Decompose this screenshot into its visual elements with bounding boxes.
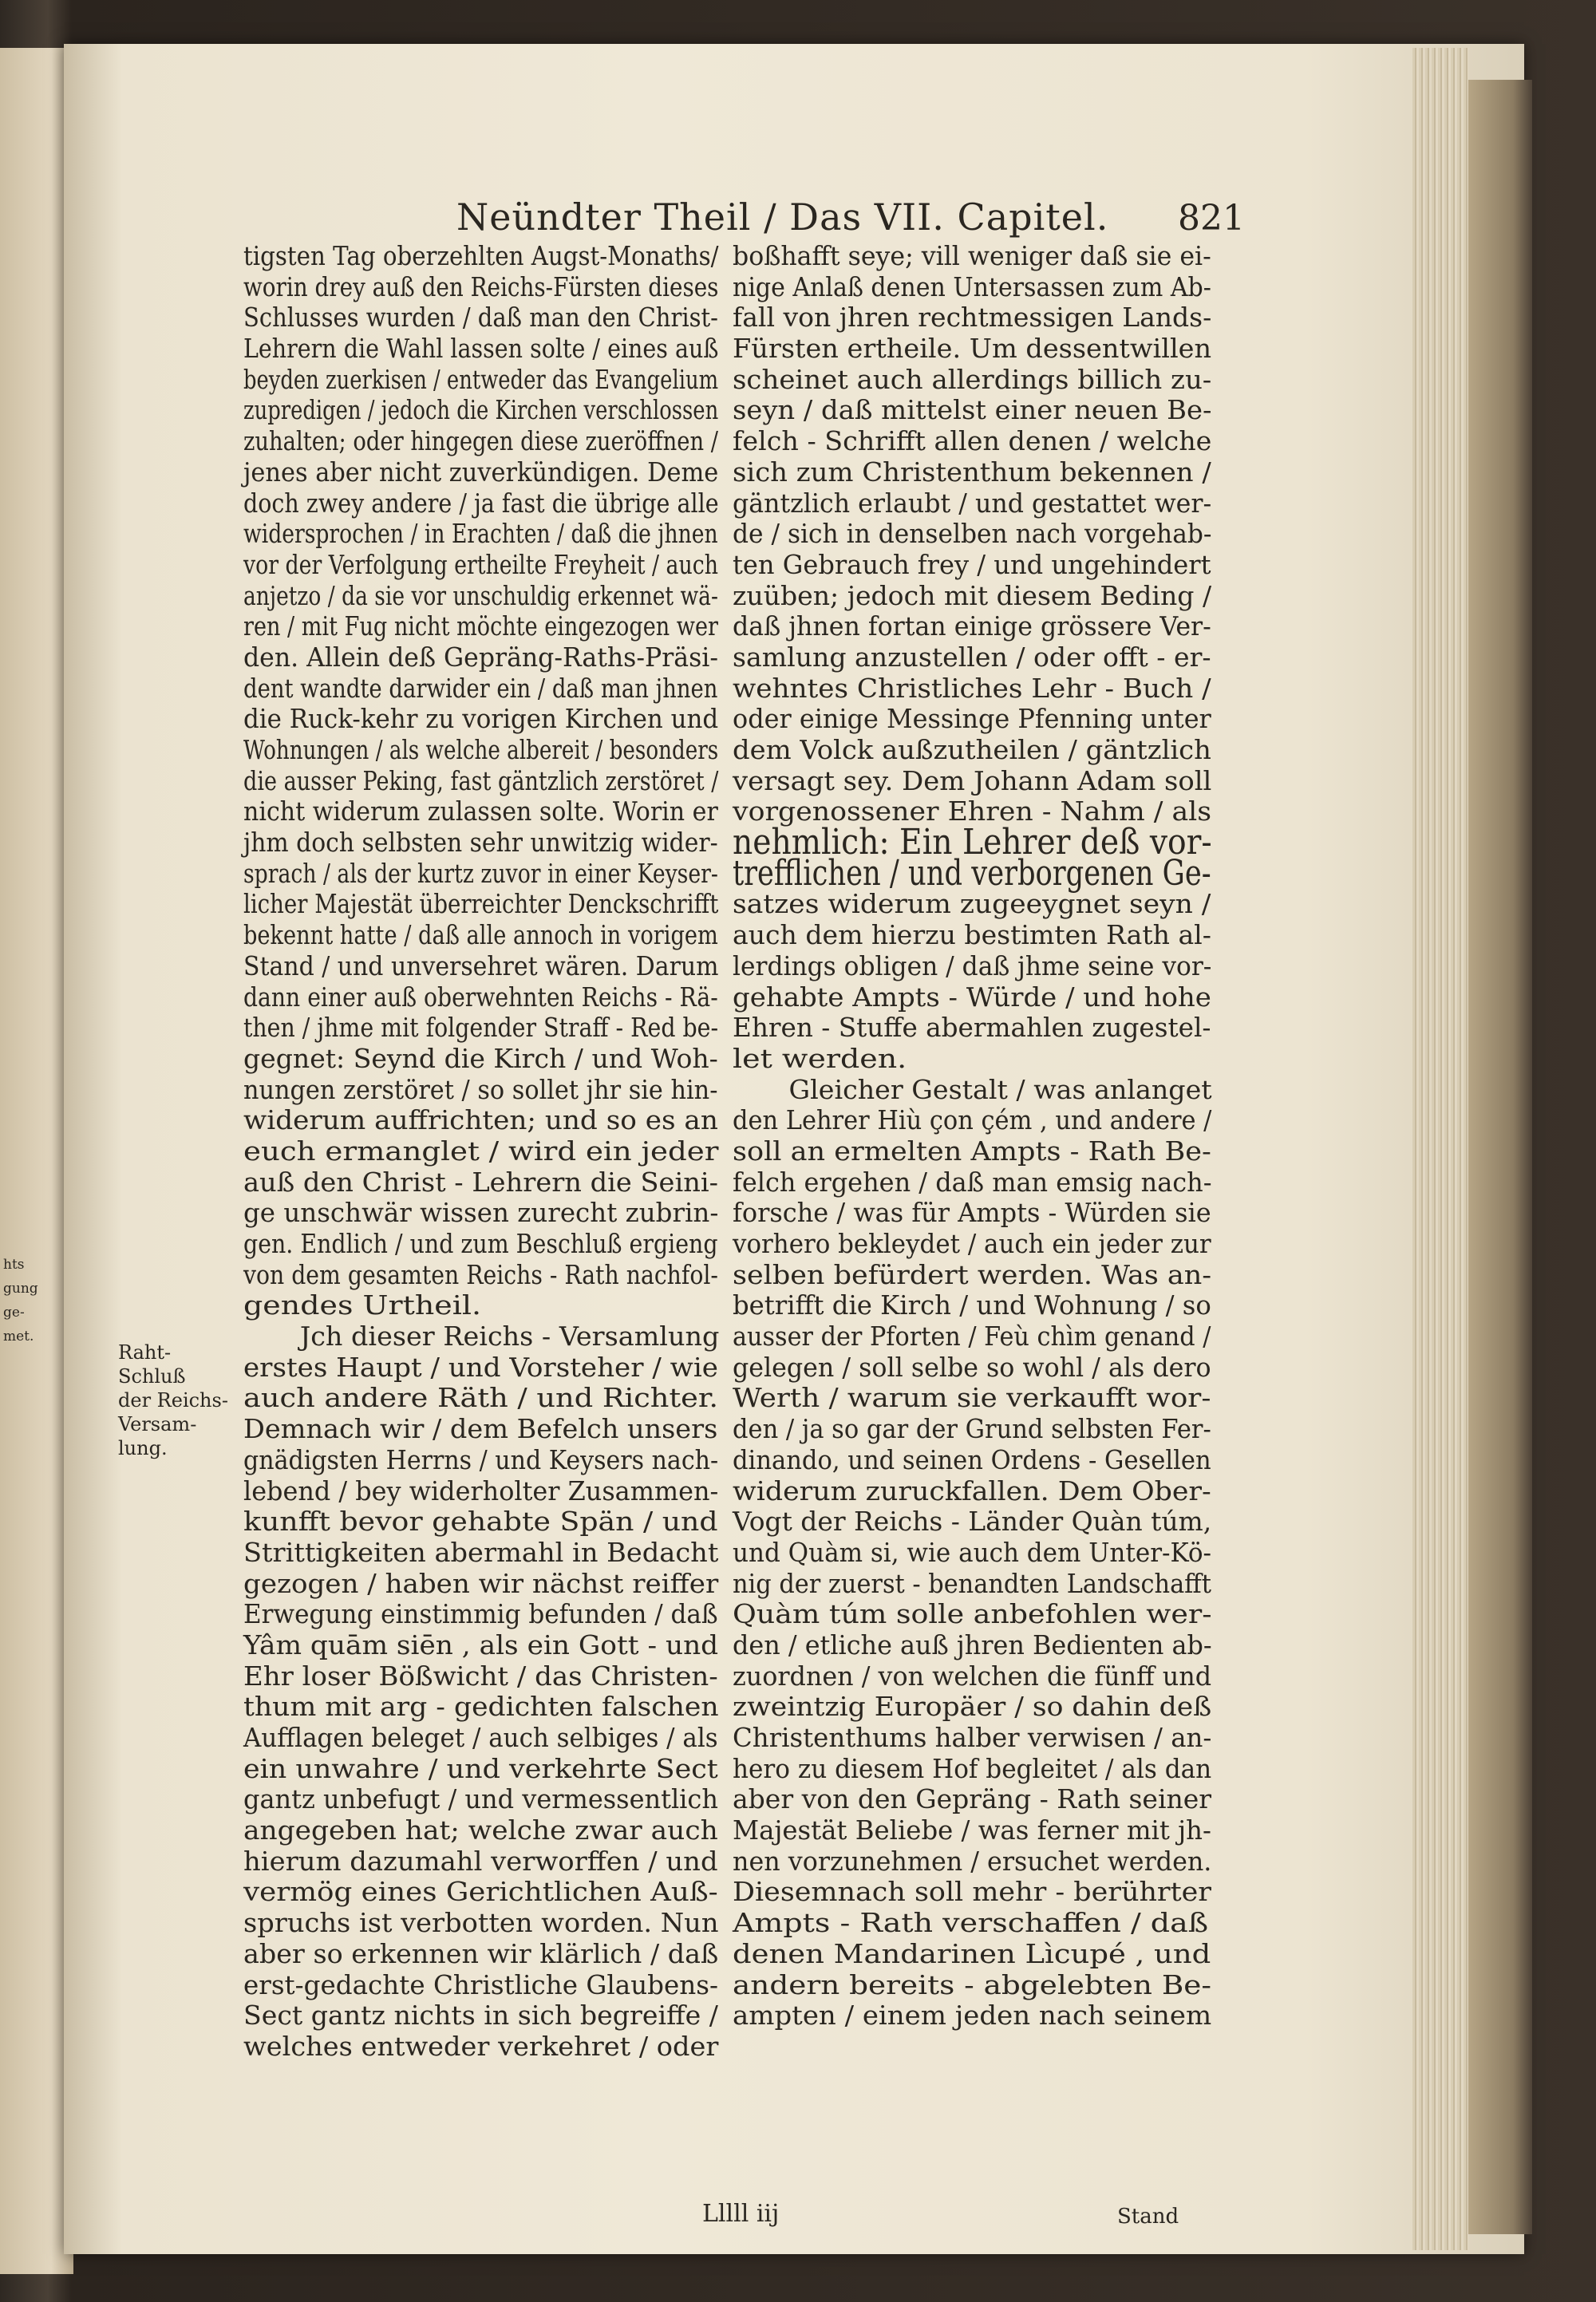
catchword: Stand [1117, 2205, 1179, 2229]
margin-note-line: der Reichs- [118, 1389, 228, 1412]
text-line: ge unschwär wissen zurecht zubrin- [243, 1197, 719, 1229]
text-line: Diesemnach soll mehr - berührter [733, 1876, 1212, 1908]
text-line: angegeben hat; welche zwar auch [243, 1814, 718, 1846]
text-line: hero zu diesem Hof begleitet / als dan [733, 1752, 1212, 1784]
text-line: oder einige Messinge Pfenning unter [733, 703, 1211, 735]
margin-note-line: Raht- [118, 1341, 172, 1364]
text-line: Aufflagen beleget / auch selbiges / als [243, 1722, 718, 1753]
text-line: zuordnen / von welchen die fünff und [733, 1660, 1212, 1692]
text-line: die Ruck-kehr zu vorigen Kirchen und [243, 703, 719, 735]
text-line: Majestät Beliebe / was ferner mit jh- [733, 1814, 1211, 1846]
page-number: 821 [1178, 198, 1245, 239]
text-line: Erwegung einstimmig befunden / daß [243, 1598, 718, 1630]
text-line: von dem gesamten Reichs - Rath nachfol- [243, 1258, 718, 1290]
left-text-column [243, 241, 718, 2063]
text-line: beyden zuerkisen / entweder das Evangelium [243, 363, 719, 395]
margin-note-line: Versam- [118, 1413, 197, 1435]
text-line: nungen zerstöret / so sollet jhr sie hin- [243, 1073, 718, 1105]
text-line: anjetzo / da sie vor unschuldig erkennet wä- [243, 579, 718, 611]
text-line: nen vorzunehmen / ersuchet werden. [733, 1845, 1212, 1877]
text-line: zuüben; jedoch mit diesem Beding / [733, 579, 1212, 611]
text-line: gendes Urtheil. [243, 1289, 482, 1321]
text-line: den / etliche auß jhren Bedienten ab- [733, 1629, 1212, 1660]
text-line: samlung anzustellen / oder offt - er- [733, 641, 1211, 673]
text-line: erst-gedachte Christliche Glaubens- [243, 1968, 719, 2000]
previous-page-edge [0, 48, 73, 2274]
text-line: den Lehrer Hiù çon çém , und andere / [733, 1104, 1212, 1136]
signature-mark: Lllll iij [702, 2200, 780, 2228]
text-line: ren / mit Fug nicht möchte eingezogen wer [243, 610, 718, 642]
margin-note-line: Schluß [118, 1365, 186, 1388]
text-line: aber von den Gepräng - Rath seiner [733, 1783, 1212, 1815]
text-line: gegnet: Seynd die Kirch / und Woh- [243, 1042, 718, 1074]
text-line: widersprochen / in Erachten / daß die jhnen [243, 518, 718, 550]
text-line: welches entweder verkehret / oder [243, 2030, 719, 2062]
previous-margin-line: met. [3, 1329, 34, 1344]
text-line: licher Majestät überreichter Denckschrifft [243, 888, 719, 920]
text-line: then / jhme mit folgender Straff - Red be- [243, 1012, 719, 1044]
text-line: lebend / bey widerholter Zusammen- [243, 1475, 719, 1506]
text-line: felch - Schrifft allen denen / welche [733, 425, 1212, 457]
text-line: denen Mandarinen Lìcupé , und [733, 1937, 1211, 1969]
text-line: daß jhnen fortan einige grössere Ver- [733, 610, 1211, 642]
text-line: vor der Verfolgung ertheilte Freyheit / auch [243, 548, 718, 580]
text-line: de / sich in denselben nach vorgehab- [733, 518, 1212, 550]
text-line: nige Anlaß denen Untersassen zum Ab- [733, 270, 1211, 302]
text-line: forsche / was für Ampts - Würden sie [733, 1197, 1211, 1229]
text-line: zupredigen / jedoch die Kirchen verschlossen [243, 394, 719, 426]
text-line: Ehren - Stuffe abermahlen zugestel- [733, 1012, 1211, 1044]
text-line: Yâm quām siēn , als ein Gott - und [243, 1629, 719, 1660]
text-line: trefflichen / und verborgenen Ge- [733, 852, 1211, 894]
text-line: selben befürdert werden. Was an- [733, 1258, 1212, 1290]
text-line: spruchs ist verbotten worden. Nun [243, 1907, 719, 1939]
text-line: soll an ermelten Ampts - Rath Be- [733, 1135, 1211, 1167]
text-line: Stand / und unversehret wären. Darum [243, 950, 719, 981]
text-line: dinando, und seinen Ordens - Gesellen [733, 1443, 1211, 1475]
text-line: gnädigsten Herrns / und Keysers nach- [243, 1443, 719, 1475]
text-line: Strittigkeiten abermahl in Bedacht [243, 1536, 719, 1568]
text-line: vorgenossener Ehren - Nahm / als [733, 796, 1212, 827]
running-title: Neündter Theil / Das VII. Capitel. [456, 195, 1109, 239]
text-line: auch andere Räth / und Richter. [243, 1382, 719, 1414]
text-line: andern bereits - abgelebten Be- [733, 1968, 1212, 2000]
text-line: den. Allein deß Gepräng-Raths-Präsi- [243, 641, 718, 673]
text-line: gezogen / haben wir nächst reiffer [243, 1567, 719, 1599]
right-text-column [733, 241, 1211, 2032]
text-line: euch ermanglet / wird ein jeder [243, 1135, 719, 1167]
text-line: ten Gebrauch frey / und ungehindert [733, 548, 1211, 580]
text-line: sich zum Christenthum bekennen / [733, 456, 1211, 488]
text-line: ausser der Pforten / Feù chìm genand / [733, 1321, 1211, 1352]
text-line: vermög eines Gerichtlichen Auß- [243, 1876, 718, 1908]
text-line: Sect gantz nichts in sich begreiffe / [243, 2000, 718, 2032]
text-line: zuhalten; oder hingegen diese zueröffnen / [243, 425, 719, 457]
text-line: betrifft die Kirch / und Wohnung / so [733, 1289, 1211, 1321]
text-line: sprach / als der kurtz zuvor in einer Keyser- [243, 857, 718, 889]
text-line: erstes Haupt / und Vorsteher / wie [243, 1351, 718, 1383]
previous-page-margin-text [3, 1253, 70, 1348]
text-line: Jch dieser Reichs - Versamlung [299, 1321, 720, 1352]
text-line: die ausser Peking, fast gäntzlich zerstöret / [243, 764, 719, 796]
text-line: lerdings obligen / daß jhme seine vor- [733, 950, 1212, 981]
text-line: jenes aber nicht zuverkündigen. Deme [243, 456, 719, 488]
text-line: Ampts - Rath verschaffen / daß [733, 1907, 1209, 1939]
text-line: worin drey auß den Reichs-Fürsten dieses [243, 270, 719, 302]
margin-note-line: lung. [118, 1437, 168, 1459]
text-line: Ehr loser Bößwicht / das Christen- [243, 1660, 718, 1692]
page-stack-edge [1412, 48, 1468, 2250]
text-line: doch zwey andere / ja fast die übrige alle [243, 487, 719, 519]
text-line: Vogt der Reichs - Länder Quàn túm, [733, 1506, 1212, 1538]
text-line: nicht widerum zulassen solte. Worin er [243, 796, 718, 827]
text-line: ampten / einem jeden nach seinem [733, 2000, 1212, 2032]
previous-margin-line: ge- [3, 1305, 25, 1321]
text-line: nig der zuerst - benandten Landschafft [733, 1567, 1211, 1599]
text-line: hierum dazumahl verworffen / und [243, 1845, 718, 1877]
text-line: nehmlich: Ein Lehrer deß vor- [733, 822, 1212, 863]
text-line: ein unwahre / und verkehrte Sect [243, 1752, 718, 1784]
text-line: let werden. [733, 1042, 907, 1074]
text-line: zweintzig Europäer / so dahin deß [733, 1691, 1212, 1723]
text-line: auch dem hierzu bestimten Rath al- [733, 919, 1211, 951]
text-line: Gleicher Gestalt / was anlanget [788, 1073, 1212, 1105]
text-line: gantz unbefugt / und vermessentlich [243, 1783, 718, 1815]
text-line: dann einer auß oberwehnten Reichs - Rä- [243, 981, 718, 1013]
text-line: Demnach wir / dem Befelch unsers [243, 1413, 718, 1445]
text-line: Quàm túm solle anbefohlen wer- [733, 1598, 1212, 1630]
text-line: versagt sey. Dem Johann Adam soll [733, 764, 1212, 796]
text-line: seyn / daß mittelst einer neuen Be- [733, 394, 1212, 426]
previous-margin-line: gung [3, 1281, 38, 1297]
text-line: jhm doch selbsten sehr unwitzig wider- [243, 827, 718, 859]
text-line: wehntes Christliches Lehr - Buch / [733, 672, 1211, 704]
text-line: und Quàm si, wie auch dem Unter-Kö- [733, 1536, 1212, 1568]
text-line: tigsten Tag oberzehlten Augst-Monaths/ [243, 240, 719, 271]
text-line: Lehrern die Wahl lassen solte / eines auß [243, 333, 719, 365]
text-line: gen. Endlich / und zum Beschluß ergieng [243, 1228, 718, 1259]
book-fore-edge [1468, 80, 1532, 2234]
text-line: dem Volck außzutheilen / gäntzlich [733, 734, 1211, 765]
text-line: felch ergehen / daß man emsig nach- [733, 1166, 1212, 1198]
text-line: vorhero bekleydet / auch ein jeder zur [733, 1228, 1211, 1259]
text-line: gelegen / soll selbe so wohl / als dero [733, 1351, 1211, 1383]
previous-margin-line: hts [3, 1257, 25, 1273]
text-line: Schlusses wurden / daß man den Christ- [243, 302, 718, 334]
text-line: boßhafft seye; vill weniger daß sie ei- [733, 240, 1211, 271]
text-line: Fürsten ertheile. Um dessentwillen [733, 333, 1212, 365]
text-line: widerum zuruckfallen. Dem Ober- [733, 1475, 1211, 1506]
text-line: gehabte Ampts - Würde / und hohe [733, 981, 1211, 1013]
text-line: gäntzlich erlaubt / und gestattet wer- [733, 487, 1212, 519]
text-line: kunfft bevor gehabte Spän / und [243, 1506, 718, 1538]
text-line: auß den Christ - Lehrern die Seini- [243, 1166, 718, 1198]
text-line: Werth / warum sie verkaufft wor- [733, 1382, 1211, 1414]
text-line: Christenthums halber verwisen / an- [733, 1722, 1212, 1753]
text-line: satzes widerum zugeeygnet seyn / [733, 888, 1211, 920]
margin-note [118, 1341, 238, 1460]
text-line: fall von jhren rechtmessigen Lands- [733, 302, 1212, 334]
text-line: dent wandte darwider ein / daß man jhnen [243, 672, 718, 704]
text-line: thum mit arg - gedichten falschen [243, 1691, 719, 1723]
text-line: widerum auffrichten; und so es an [243, 1104, 718, 1136]
text-line: den / ja so gar der Grund selbsten Fer- [733, 1413, 1211, 1445]
text-line: bekennt hatte / daß alle annoch in vorigem [243, 919, 718, 951]
text-line: Wohnungen / als welche albereit / besonders [243, 734, 719, 765]
text-line: aber so erkennen wir klärlich / daß [243, 1937, 719, 1969]
text-line: scheinet auch allerdings billich zu- [733, 363, 1212, 395]
